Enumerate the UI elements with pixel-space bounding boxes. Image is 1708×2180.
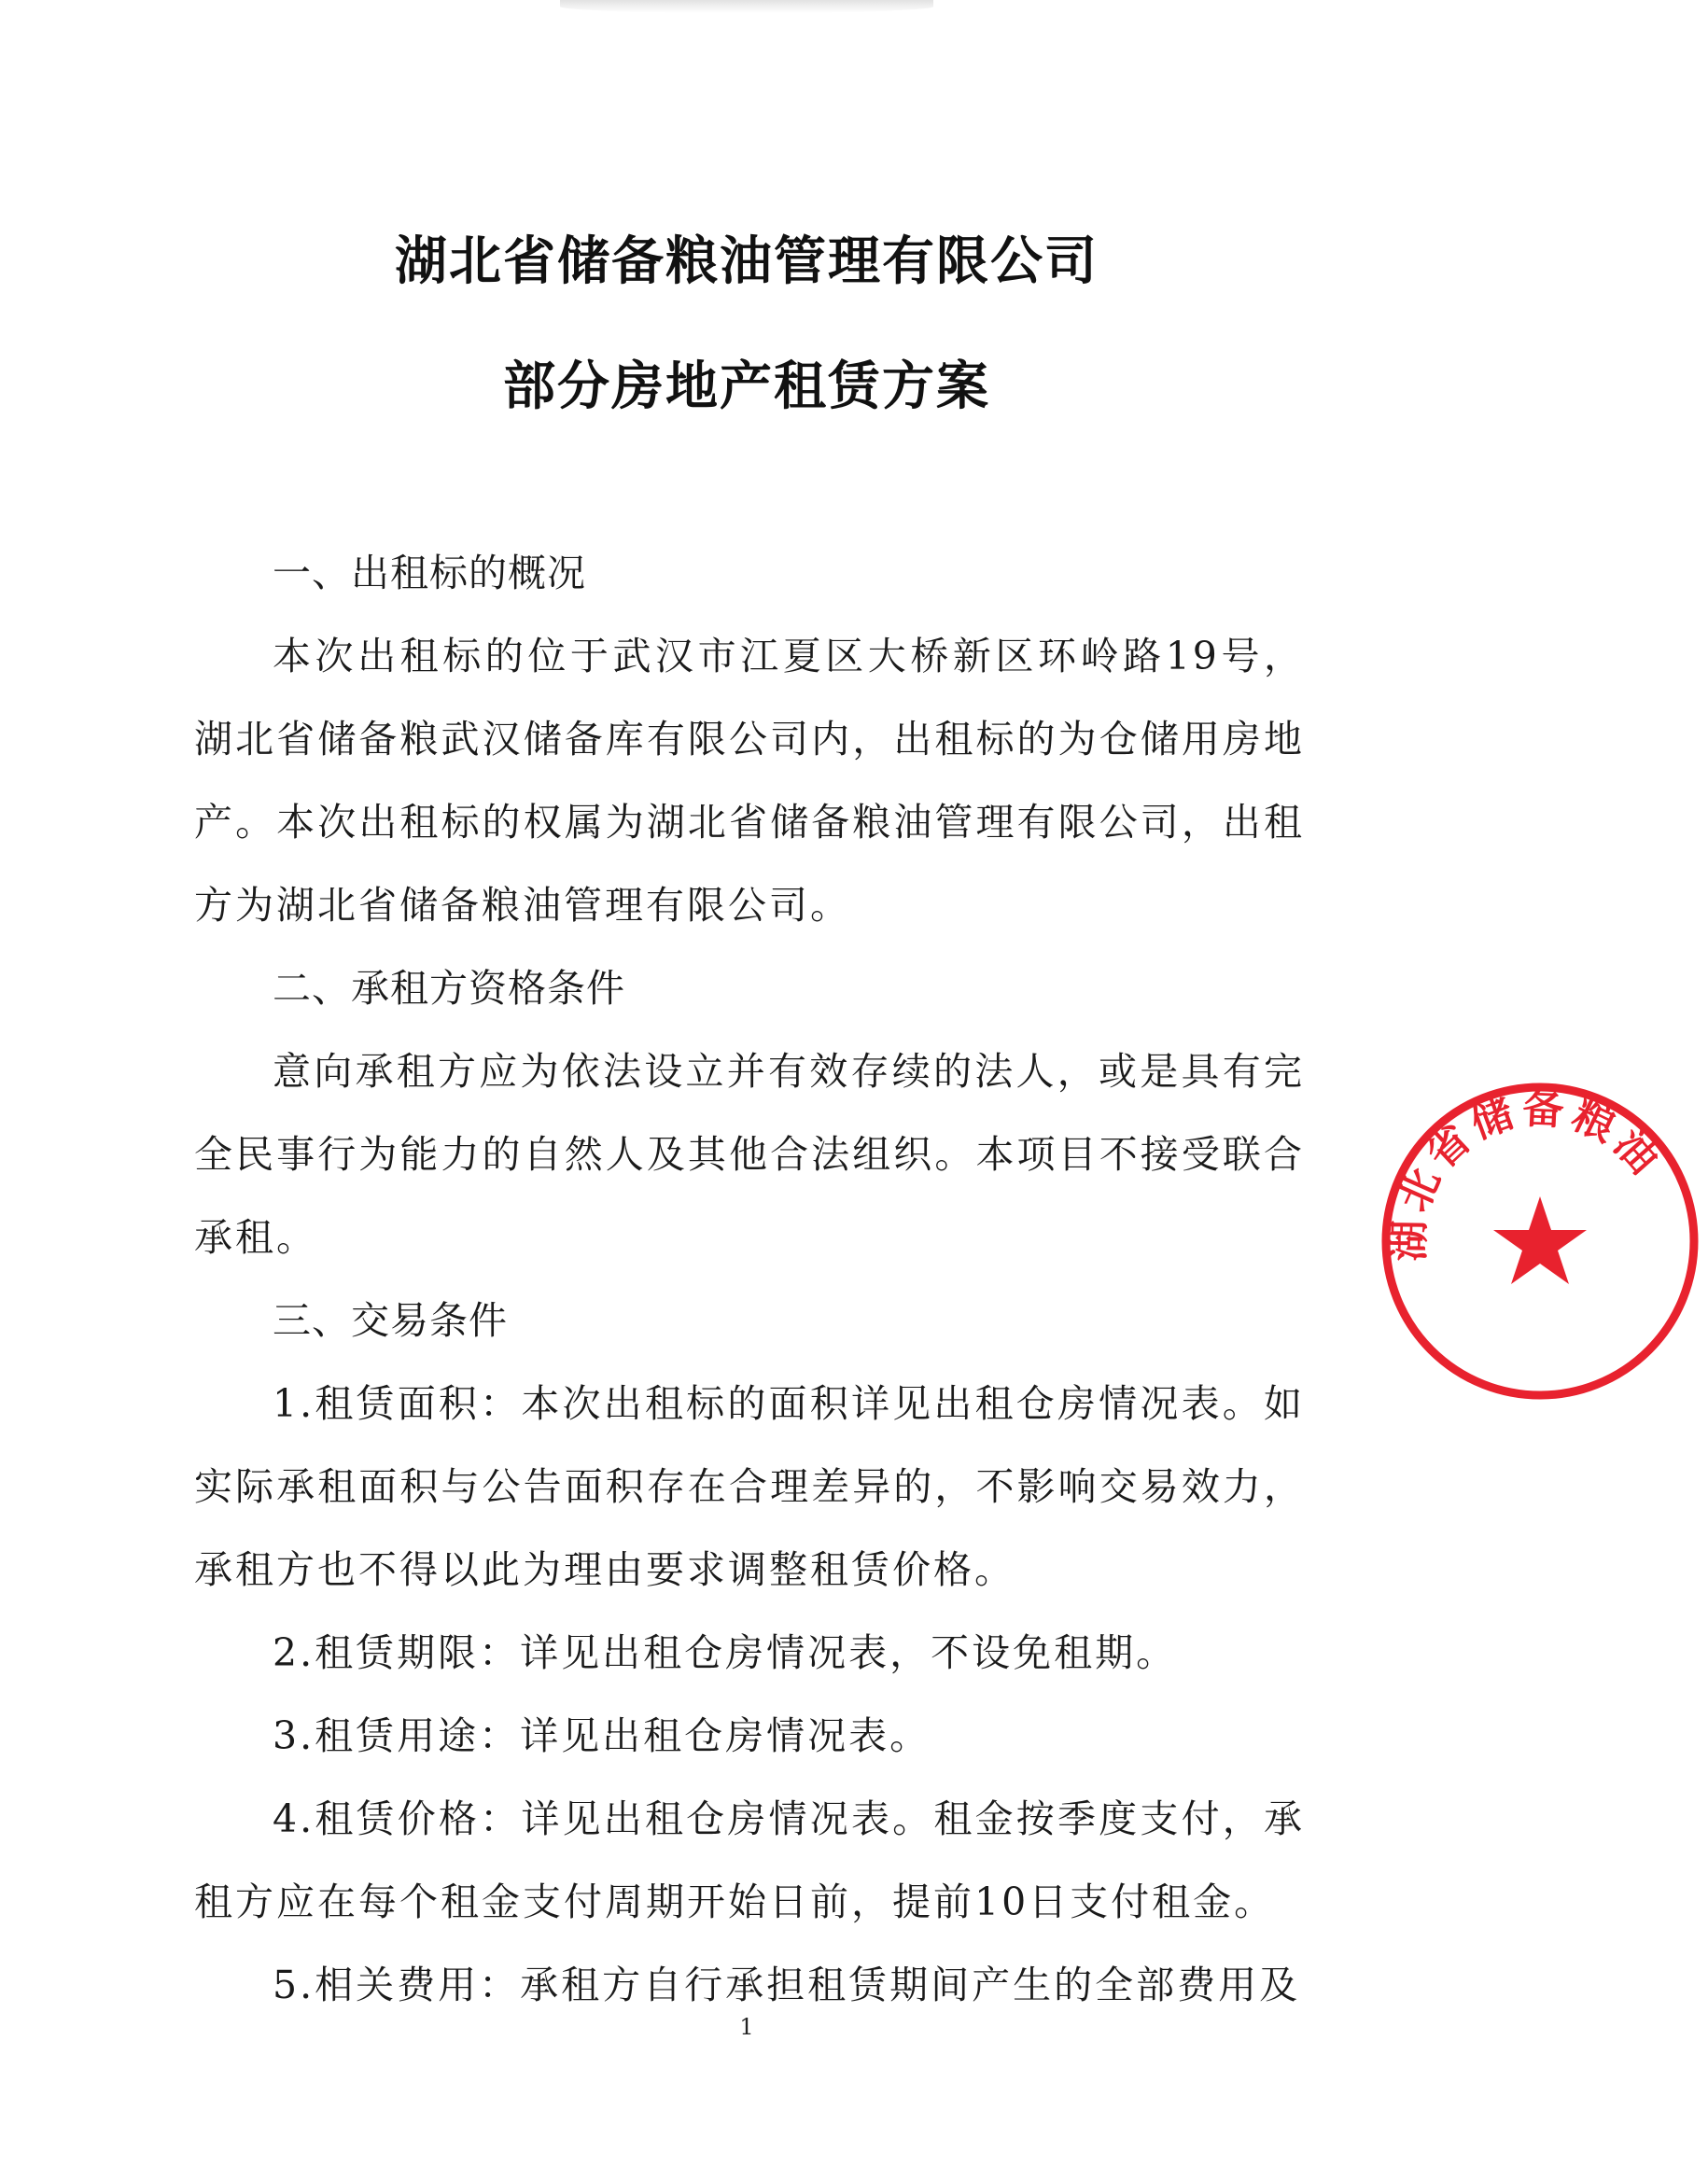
paragraph: 3.租赁用途：详见出租仓房情况表。 bbox=[273, 1713, 931, 1758]
document-body bbox=[194, 532, 1305, 2027]
document-title-line1: 湖北省储备粮油管理有限公司 bbox=[395, 231, 1099, 292]
paragraph: 本次出租标的位于武汉市江夏区大桥新区环岭路19号，湖北省储备粮武汉储备库有限公司内，出租标的为仓储用房地产。本次出租标的权属为湖北省储备粮油管理有限公司，出租方为湖北省储备粮油管理有限公司。 bbox=[194, 634, 1305, 928]
paragraph: 2.租赁期限：详见出租仓房情况表，不设免租期。 bbox=[273, 1630, 1178, 1675]
page-number: 1 bbox=[739, 2014, 754, 2040]
section-heading: 二、承租方资格条件 bbox=[273, 966, 625, 1011]
paragraph: 5.相关费用：承租方自行承担租赁期间产生的全部费用及 bbox=[273, 1963, 1301, 2007]
scan-artifact bbox=[560, 0, 933, 13]
paragraph: 4.租赁价格：详见出租仓房情况表。租金按季度支付，承租方应在每个租金支付周期开始日前，提前10日支付租金。 bbox=[194, 1796, 1305, 1924]
section-heading: 一、出租标的概况 bbox=[273, 551, 586, 595]
paragraph: 意向承租方应为依法设立并有效存续的法人，或是具有完全民事行为能力的自然人及其他合法组织。本项目不接受联合承租。 bbox=[194, 1049, 1305, 1260]
document-title-line2: 部分房地产租赁方案 bbox=[503, 356, 990, 417]
official-seal-icon bbox=[1372, 1073, 1708, 1409]
seal-text: 湖北省储备粮油 bbox=[1385, 1084, 1672, 1262]
section-heading: 三、交易条件 bbox=[273, 1298, 508, 1343]
paragraph: 1.租赁面积：本次出租标的面积详见出租仓房情况表。如实际承租面积与公告面积存在合理差异的，不影响交易效力，承租方也不得以此为理由要求调整租赁价格。 bbox=[194, 1381, 1305, 1592]
seal-star-icon bbox=[1493, 1196, 1587, 1284]
